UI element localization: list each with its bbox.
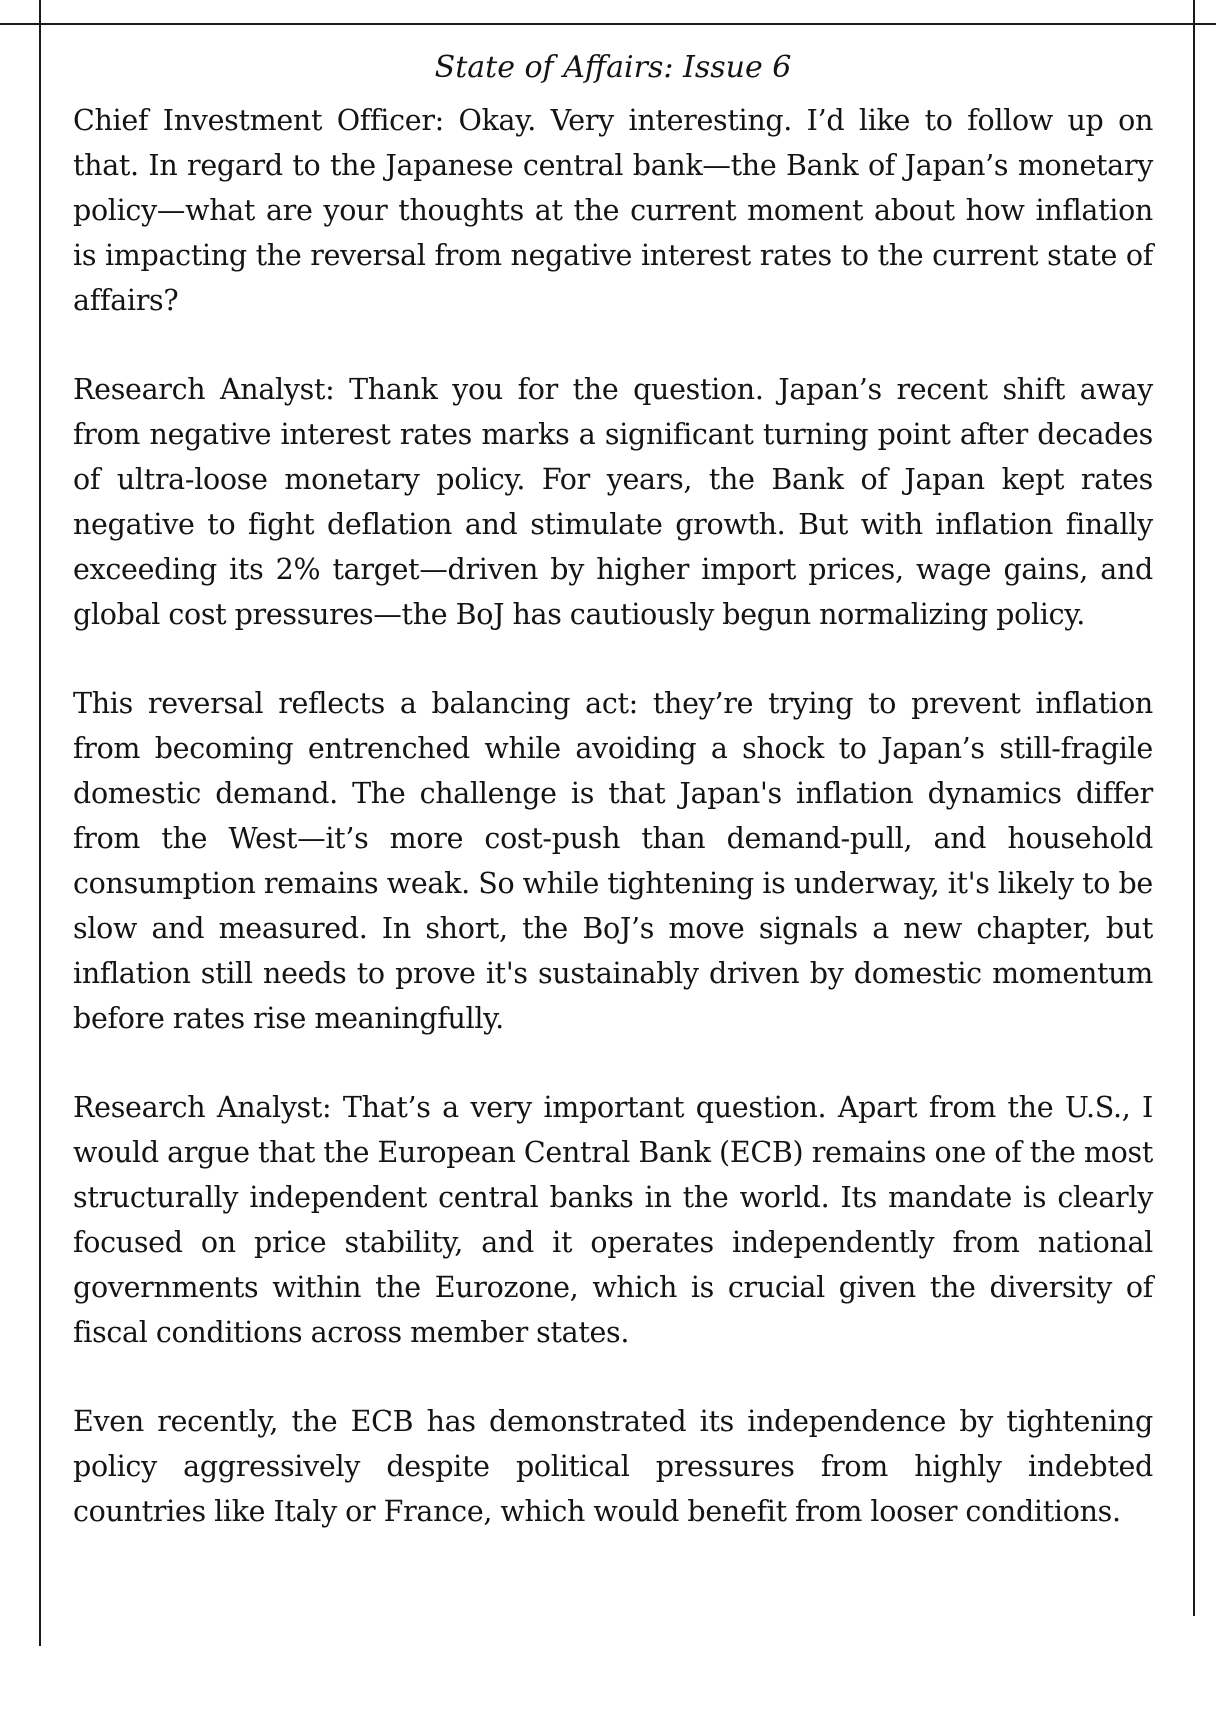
page-frame-left-rule (39, 0, 41, 1646)
document-body (73, 46, 1153, 1534)
page-frame-right-rule (1193, 0, 1195, 1616)
paragraph-cio-question: Chief Investment Officer: Okay. Very interesting. I’d like to follow up on that. In regard to the Japanese central bank—the Bank of Japan’s monetary policy—what are your thoughts at the current moment about how inflation is impacting the reversal from negative interest rates to the current state of affairs? (73, 104, 1153, 317)
page-frame-top-rule (0, 23, 1216, 25)
paragraph-analyst-japan-answer: Research Analyst: Thank you for the question. Japan’s recent shift away from negative interest rates marks a significant turning point after decades of ultra-loose monetary policy. For years, the Bank of Japan kept rates negative to fight deflation and stimulate growth. But with inflation finally exceeding its 2% target—driven by higher import prices, wage gains, and global cost pressures—the BoJ has cautiously begun normalizing policy. (73, 373, 1153, 631)
paragraph-ecb-independence: Even recently, the ECB has demonstrated its independence by tightening policy aggressively despite political pressures from highly indebted countries like Italy or France, which would benefit from looser conditions. (73, 1405, 1153, 1528)
document-title: State of Affairs: Issue 6 (434, 50, 792, 85)
paragraph-boj-balancing-act: This reversal reflects a balancing act: they’re trying to prevent inflation from becoming entrenched while avoiding a shock to Japan’s still-fragile domestic demand. The challenge is that Japan's inflation dynamics differ from the West—it’s more cost-push than demand-pull, and household consumption remains weak. So while tightening is underway, it's likely to be slow and measured. In short, the BoJ’s move signals a new chapter, but inflation still needs to prove it's sustainably driven by domestic momentum before rates rise meaningfully. (73, 687, 1153, 1035)
paragraph-analyst-ecb-answer: Research Analyst: That’s a very important question. Apart from the U.S., I would argue that the European Central Bank (ECB) remains one of the most structurally independent central banks in the world. Its mandate is clearly focused on price stability, and it operates independently from national governments within the Eurozone, which is crucial given the diversity of fiscal conditions across member states. (73, 1091, 1153, 1349)
